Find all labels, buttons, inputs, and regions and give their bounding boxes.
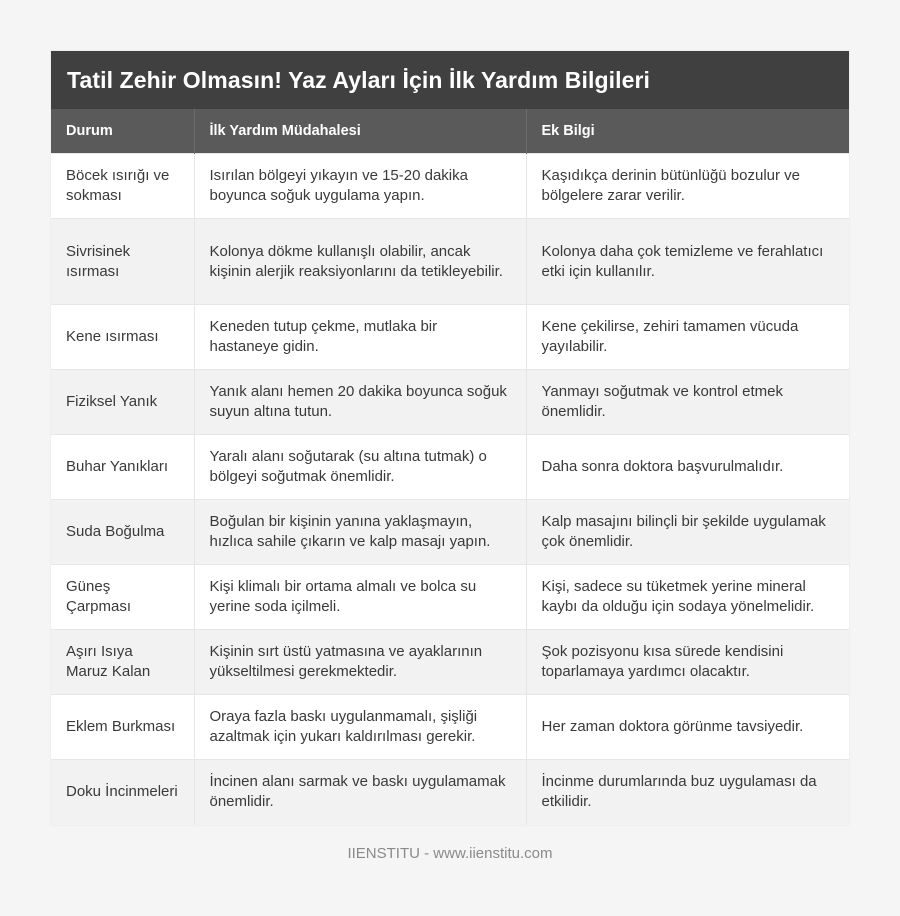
table-row <box>51 630 849 695</box>
cell-ek-bilgi: Kalp masajını bilinçli bir şekilde uygulamak çok önemlidir. <box>526 500 849 565</box>
cell-durum: Suda Boğulma <box>51 500 194 565</box>
cell-ek-bilgi: Her zaman doktora görünme tavsiyedir. <box>526 695 849 760</box>
cell-ilk-yardim: İncinen alanı sarmak ve baskı uygulamamak önemlidir. <box>194 760 526 825</box>
cell-ek-bilgi: Kaşıdıkça derinin bütünlüğü bozulur ve bölgelere zarar verilir. <box>526 154 849 219</box>
cell-ilk-yardim: Yaralı alanı soğutarak (su altına tutmak) o bölgeyi soğutmak önemlidir. <box>194 435 526 500</box>
cell-durum: Eklem Burkması <box>51 695 194 760</box>
cell-ilk-yardim: Kolonya dökme kullanışlı olabilir, ancak kişinin alerjik reaksiyonlarını da tetikleyebilir. <box>194 219 526 305</box>
cell-ek-bilgi: Kene çekilirse, zehiri tamamen vücuda yayılabilir. <box>526 305 849 370</box>
first-aid-card <box>51 51 849 825</box>
table-row <box>51 370 849 435</box>
cell-ilk-yardim: Kişinin sırt üstü yatmasına ve ayaklarının yükseltilmesi gerekmektedir. <box>194 630 526 695</box>
cell-ek-bilgi: Daha sonra doktora başvurulmalıdır. <box>526 435 849 500</box>
cell-ek-bilgi: Yanmayı soğutmak ve kontrol etmek önemlidir. <box>526 370 849 435</box>
header-row <box>51 109 849 154</box>
cell-durum: Buhar Yanıkları <box>51 435 194 500</box>
cell-ek-bilgi: Kolonya daha çok temizleme ve ferahlatıcı etki için kullanılır. <box>526 219 849 305</box>
cell-ilk-yardim: Yanık alanı hemen 20 dakika boyunca soğuk suyun altına tutun. <box>194 370 526 435</box>
table-row <box>51 435 849 500</box>
column-header-ek-bilgi: Ek Bilgi <box>526 109 849 154</box>
cell-ek-bilgi: İncinme durumlarında buz uygulaması da etkilidir. <box>526 760 849 825</box>
cell-durum: Aşırı Isıya Maruz Kalan <box>51 630 194 695</box>
table-row <box>51 565 849 630</box>
cell-durum: Güneş Çarpması <box>51 565 194 630</box>
cell-ilk-yardim: Keneden tutup çekme, mutlaka bir hastaneye gidin. <box>194 305 526 370</box>
cell-ek-bilgi: Şok pozisyonu kısa sürede kendisini toparlamaya yardımcı olacaktır. <box>526 630 849 695</box>
cell-durum: Doku İncinmeleri <box>51 760 194 825</box>
table-row <box>51 219 849 305</box>
cell-ilk-yardim: Isırılan bölgeyi yıkayın ve 15-20 dakika boyunca soğuk uygulama yapın. <box>194 154 526 219</box>
cell-ilk-yardim: Oraya fazla baskı uygulanmamalı, şişliği azaltmak için yukarı kaldırılması gerekir. <box>194 695 526 760</box>
cell-durum: Sivrisinek ısırması <box>51 219 194 305</box>
table-title: Tatil Zehir Olmasın! Yaz Ayları İçin İlk Yardım Bilgileri <box>51 51 849 109</box>
table-row <box>51 305 849 370</box>
footer-credit: IIENSTITU - www.iienstitu.com <box>347 845 553 862</box>
table-row <box>51 154 849 219</box>
cell-durum: Fiziksel Yanık <box>51 370 194 435</box>
cell-ilk-yardim: Boğulan bir kişinin yanına yaklaşmayın, hızlıca sahile çıkarın ve kalp masajı yapın. <box>194 500 526 565</box>
first-aid-table <box>51 109 849 825</box>
cell-ek-bilgi: Kişi, sadece su tüketmek yerine mineral kaybı da olduğu için sodaya yönelmelidir. <box>526 565 849 630</box>
table-row <box>51 760 849 825</box>
cell-durum: Kene ısırması <box>51 305 194 370</box>
table-row <box>51 500 849 565</box>
cell-ilk-yardim: Kişi klimalı bir ortama almalı ve bolca su yerine soda içilmeli. <box>194 565 526 630</box>
column-header-ilk-yardim: İlk Yardım Müdahalesi <box>194 109 526 154</box>
cell-durum: Böcek ısırığı ve sokması <box>51 154 194 219</box>
table-row <box>51 695 849 760</box>
column-header-durum: Durum <box>51 109 194 154</box>
